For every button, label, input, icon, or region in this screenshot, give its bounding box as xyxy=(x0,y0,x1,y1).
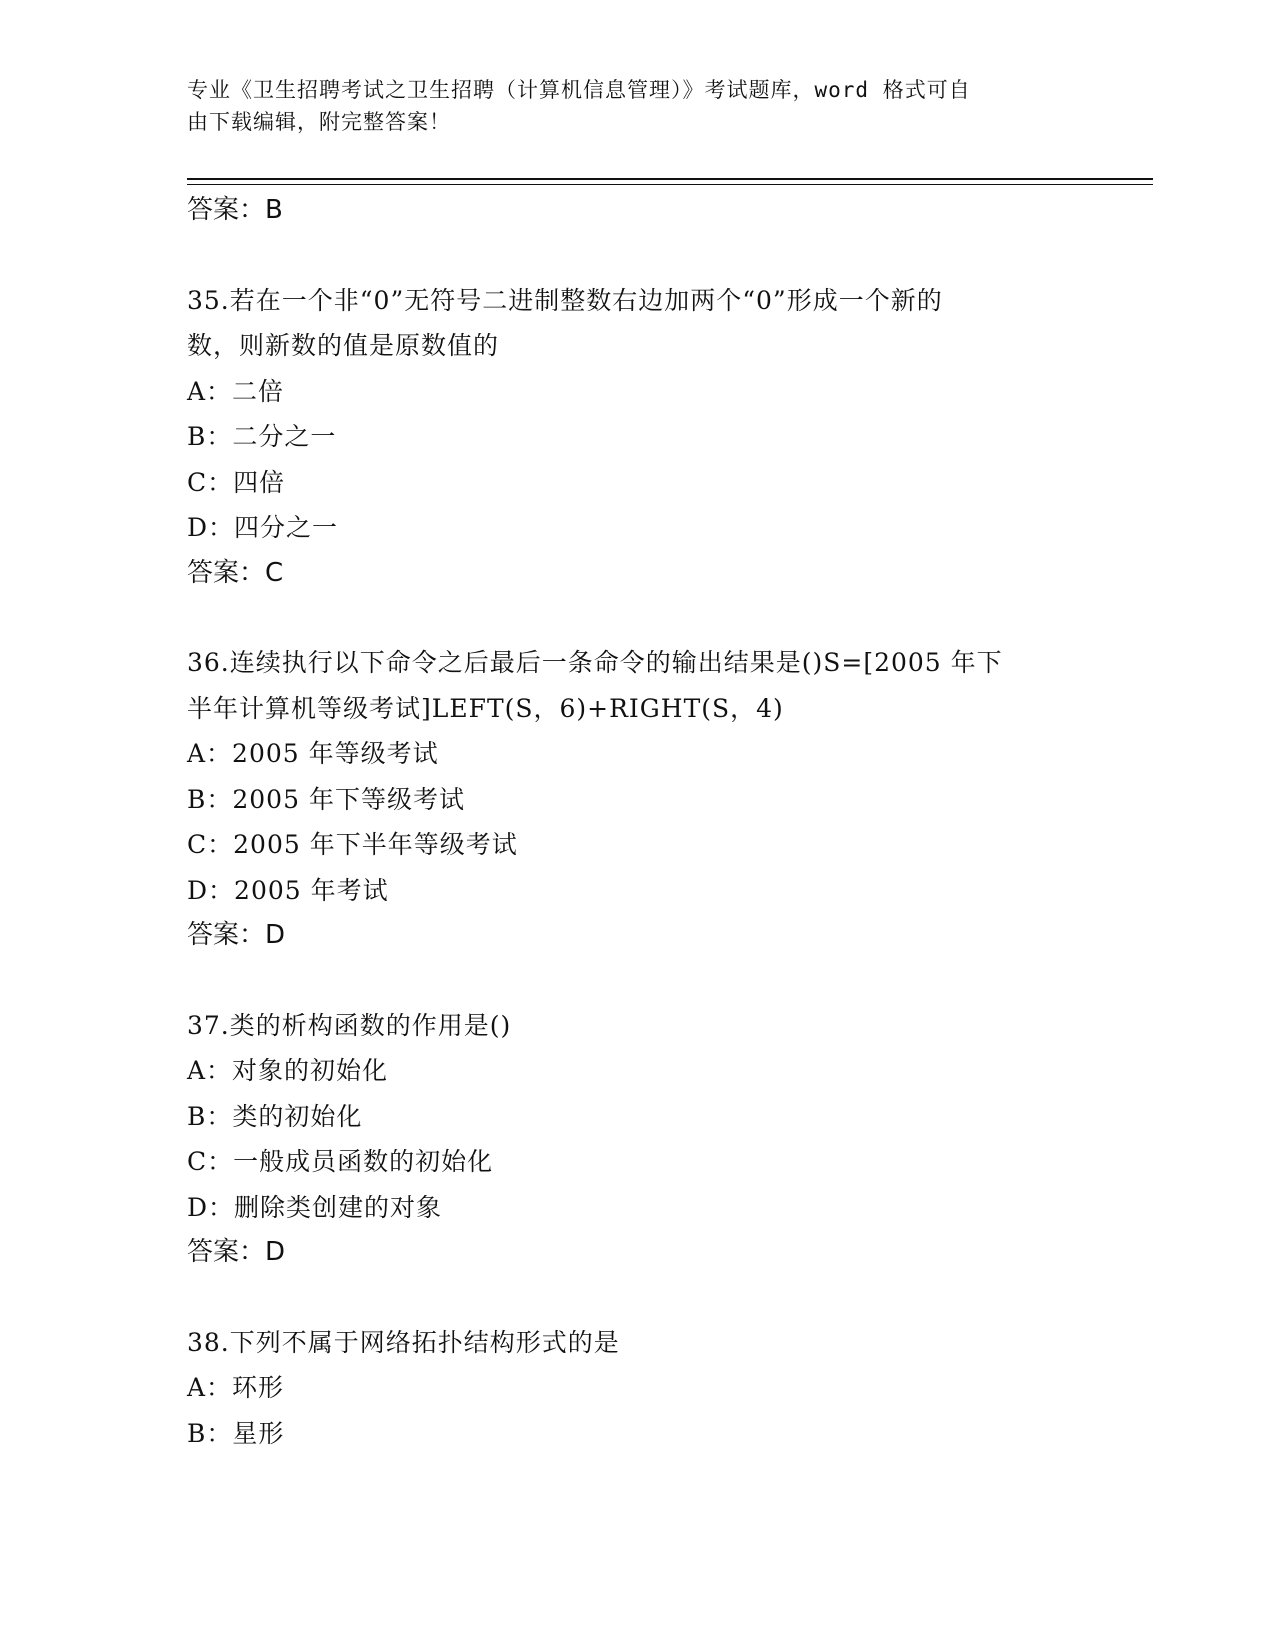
question-38-option-b: B：星形 xyxy=(187,1418,285,1448)
question-36-option-a: A：2005 年等级考试 xyxy=(187,739,439,768)
spacer xyxy=(187,596,1087,640)
question-36-answer: 答案：D xyxy=(187,920,286,950)
question-36-stem-line-2: 半年计算机等级考试]LEFT(S，6)+RIGHT(S，4) xyxy=(187,693,784,723)
question-37-stem-line-1: 37.类的析构函数的作用是() xyxy=(187,1010,512,1040)
question-35-option-a: A：二倍 xyxy=(187,376,285,406)
question-38 xyxy=(187,1320,1087,1457)
question-36-stem-line-1: 36.连续执行以下命令之后最后一条命令的输出结果是()S=[2005 年下 xyxy=(187,648,1003,677)
question-37 xyxy=(187,1003,1087,1276)
spacer xyxy=(187,959,1087,1003)
question-36-option-b: B：2005 年下等级考试 xyxy=(187,784,465,814)
spacer xyxy=(187,1276,1087,1320)
question-35-answer: 答案：C xyxy=(187,557,284,588)
question-36-option-d: D：2005 年考试 xyxy=(187,875,389,905)
question-35-stem-line-2: 数，则新数的值是原数值的 xyxy=(187,331,500,360)
question-37-option-b: B：类的初始化 xyxy=(187,1101,363,1131)
question-35-option-b: B：二分之一 xyxy=(187,422,337,451)
question-38-stem-line-1: 38.下列不属于网络拓扑结构形式的是 xyxy=(187,1327,620,1357)
question-37-option-c: C：一般成员函数的初始化 xyxy=(187,1147,494,1176)
question-list xyxy=(187,188,1087,1456)
question-36 xyxy=(187,640,1087,959)
question-35-option-c: C：四倍 xyxy=(187,467,286,497)
question-37-option-a: A：对象的初始化 xyxy=(187,1056,389,1085)
header-line-1: 专业《卫生招聘考试之卫生招聘（计算机信息管理）》考试题库，word 格式可自 xyxy=(187,78,971,102)
question-37-option-d: D：删除类创建的对象 xyxy=(187,1192,443,1222)
header-divider-thin xyxy=(187,184,1153,185)
question-35 xyxy=(187,278,1087,597)
spacer xyxy=(187,234,1087,278)
question-35-option-d: D：四分之一 xyxy=(187,513,339,542)
answer-34: 答案：B xyxy=(187,195,283,225)
header-divider-thick xyxy=(187,178,1153,180)
question-35-stem-line-1: 35.若在一个非“0”无符号二进制整数右边加两个“0”形成一个新的 xyxy=(187,285,943,315)
question-38-option-a: A：环形 xyxy=(187,1373,285,1402)
header-line-2: 由下载编辑，附完整答案！ xyxy=(187,110,451,134)
document-header xyxy=(187,74,1067,138)
question-37-answer: 答案：D xyxy=(187,1237,286,1267)
question-36-option-c: C：2005 年下半年等级考试 xyxy=(187,830,518,859)
